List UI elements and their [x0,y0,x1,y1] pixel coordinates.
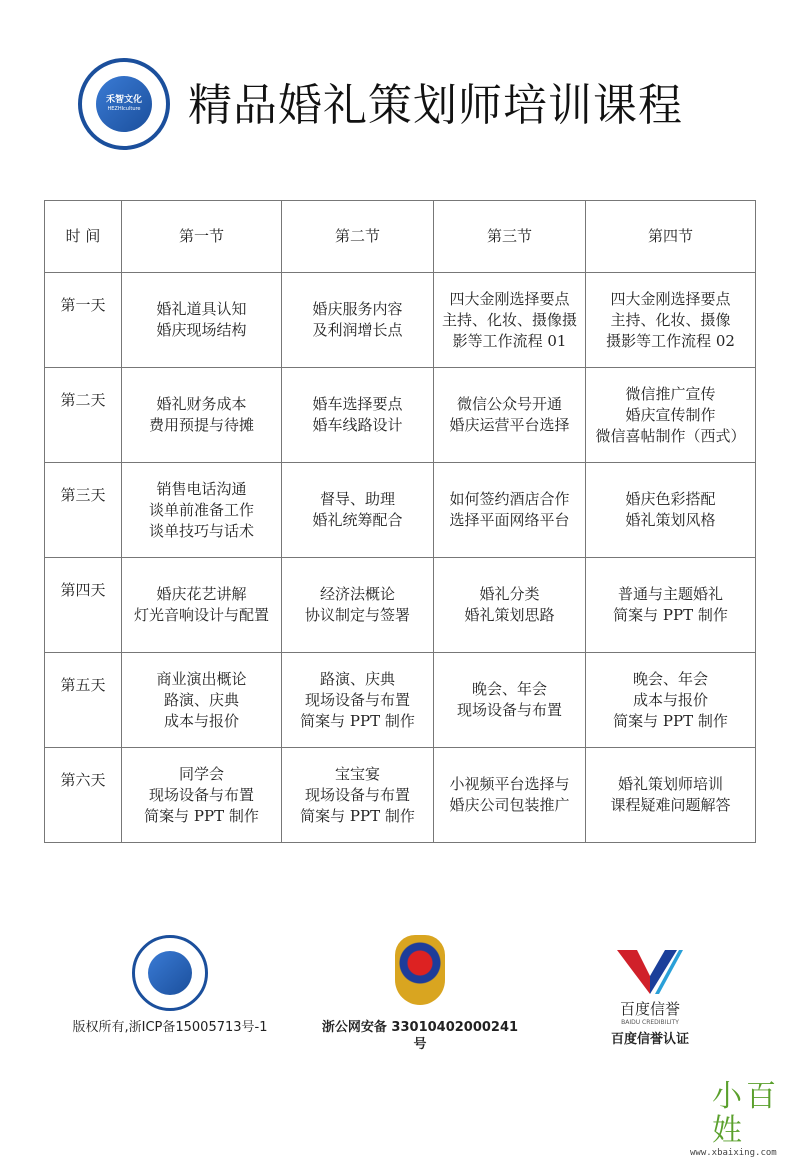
session-line: 婚礼统筹配合 [312,511,403,529]
baidu-v-icon [615,948,685,996]
session-line: 商业演出概论 [156,669,247,688]
table-header [45,201,756,273]
session-cell [122,368,282,463]
session-line: 及利润增长点 [312,321,403,339]
session-line: 主持、化妆、摄像摄 [441,310,577,329]
session-cell [122,653,282,748]
session-line: 成本与报价 [163,711,239,730]
day-cell [45,653,122,748]
logo-cn: 禾智文化 [105,95,142,105]
session-line: 婚庆公司包装推广 [449,796,570,814]
table-row [45,463,756,558]
session-line: 简案与 PPT 制作 [613,711,728,730]
session-cell [282,653,434,748]
company-logo [78,58,170,150]
session-cell [586,558,756,653]
session-line: 谈单前准备工作 [148,500,254,519]
column-header-label: 第二节 [334,227,380,245]
session-line: 微信推广宣传 [625,384,716,403]
baidu-logo-cn: 百度信誉 [619,1000,680,1018]
table-row [45,748,756,843]
session-line: 婚礼策划风格 [625,511,716,529]
session-line: 简案与 PPT 制作 [144,806,259,825]
session-cell [434,368,586,463]
session-line: 四大金刚选择要点 [449,289,570,308]
session-line: 小视频平台选择与 [449,775,570,793]
session-line: 婚庆服务内容 [312,300,403,318]
column-header-label: 第三节 [486,227,532,245]
table-row [45,653,756,748]
session-cell [282,748,434,843]
session-line: 晚会、年会 [632,669,708,688]
column-header [282,201,434,273]
session-line: 四大金刚选择要点 [610,289,731,308]
session-cell [434,653,586,748]
company-logo-small [132,935,208,1011]
column-header [45,201,122,273]
session-line: 同学会 [178,764,224,783]
session-line: 宝宝宴 [334,764,380,783]
session-cell [122,273,282,368]
day-cell [45,558,122,653]
session-cell [282,558,434,653]
session-cell [586,463,756,558]
session-line: 普通与主题婚礼 [617,585,723,603]
session-cell [586,748,756,843]
session-cell [434,558,586,653]
session-cell [434,748,586,843]
day-label: 第四天 [60,581,106,599]
day-label: 第六天 [60,771,106,789]
session-line: 销售电话沟通 [156,479,247,498]
session-line: 督导、助理 [319,490,395,508]
baidu-text: 百度信誉认证 [610,1032,689,1047]
day-cell [45,748,122,843]
column-header-label: 第一节 [178,227,224,245]
logo-en: HEZHIculture [107,106,141,112]
session-line: 成本与报价 [632,690,708,709]
column-header-label: 第四节 [647,227,693,245]
session-cell [122,748,282,843]
police-badge-icon [395,935,445,1005]
session-cell [586,273,756,368]
day-label: 第二天 [60,391,106,409]
session-line: 经济法概论 [319,585,395,603]
column-header [122,201,282,273]
day-cell [45,368,122,463]
session-line: 摄影等工作流程 02 [606,331,735,350]
session-line: 婚庆宣传制作 [625,405,716,424]
session-line: 主持、化妆、摄像 [610,310,731,329]
session-line: 路演、庆典 [163,690,239,709]
police-block [320,935,520,1053]
session-line: 婚礼策划师培训 [617,775,723,793]
session-line: 婚礼分类 [479,585,540,603]
table-row [45,558,756,653]
day-cell [45,273,122,368]
baidu-logo-en: BAIDU CREDIBILITY [621,1019,679,1026]
session-line: 灯光音响设计与配置 [133,606,269,624]
column-header [434,201,586,273]
session-cell [434,273,586,368]
watermark [690,1080,800,1159]
session-line: 协议制定与签署 [304,606,410,624]
session-line: 简案与 PPT 制作 [300,806,415,825]
day-label: 第五天 [60,676,106,694]
session-line: 现场设备与布置 [304,785,410,804]
session-line: 简案与 PPT 制作 [300,711,415,730]
session-line: 婚庆现场结构 [156,321,247,339]
session-line: 简案与 PPT 制作 [613,606,728,624]
session-line: 如何签约酒店合作 [449,490,570,508]
session-cell [122,463,282,558]
session-cell [434,463,586,558]
session-line: 婚车选择要点 [312,395,403,413]
day-label: 第三天 [60,486,106,504]
session-line: 晚会、年会 [471,680,547,698]
session-cell [282,368,434,463]
session-line: 微信喜帖制作（西式） [595,426,746,445]
session-line: 婚礼财务成本 [156,395,247,413]
session-line: 影等工作流程 01 [452,331,567,350]
session-line: 选择平面网络平台 [449,511,570,529]
column-header [586,201,756,273]
session-line: 婚车线路设计 [312,416,403,434]
session-line: 课程疑难问题解答 [610,796,731,814]
table-row [45,273,756,368]
session-line: 现场设备与布置 [304,690,410,709]
session-cell [282,463,434,558]
table-row [45,368,756,463]
session-line: 婚庆色彩搭配 [625,490,716,508]
page-title: 精品婚礼策划师培训课程 [188,80,683,131]
icp-block [70,935,270,1036]
session-line: 路演、庆典 [319,669,395,688]
session-line: 婚庆花艺讲解 [156,585,247,603]
day-label: 第一天 [60,296,106,314]
session-cell [586,368,756,463]
session-cell [282,273,434,368]
watermark-url: www.xbaixing.com [690,1148,777,1158]
session-line: 婚庆运营平台选择 [449,416,570,434]
baidu-block [590,948,710,1048]
session-cell [122,558,282,653]
police-text: 浙公网安备 33010402000241号 [321,1020,519,1052]
icp-text: 版权所有,浙ICP备15005713号-1 [72,1020,268,1035]
session-line: 婚礼策划思路 [464,606,555,624]
session-line: 现场设备与布置 [148,785,254,804]
column-header-label: 时 间 [65,227,101,245]
session-line: 费用预提与待摊 [148,416,254,434]
day-cell [45,463,122,558]
session-line: 婚礼道具认知 [156,300,247,318]
session-line: 微信公众号开通 [456,395,562,413]
course-table [44,200,756,843]
session-line: 现场设备与布置 [456,701,562,719]
session-cell [586,653,756,748]
session-line: 谈单技巧与话术 [148,521,254,540]
watermark-text: 小百姓 [712,1079,780,1148]
